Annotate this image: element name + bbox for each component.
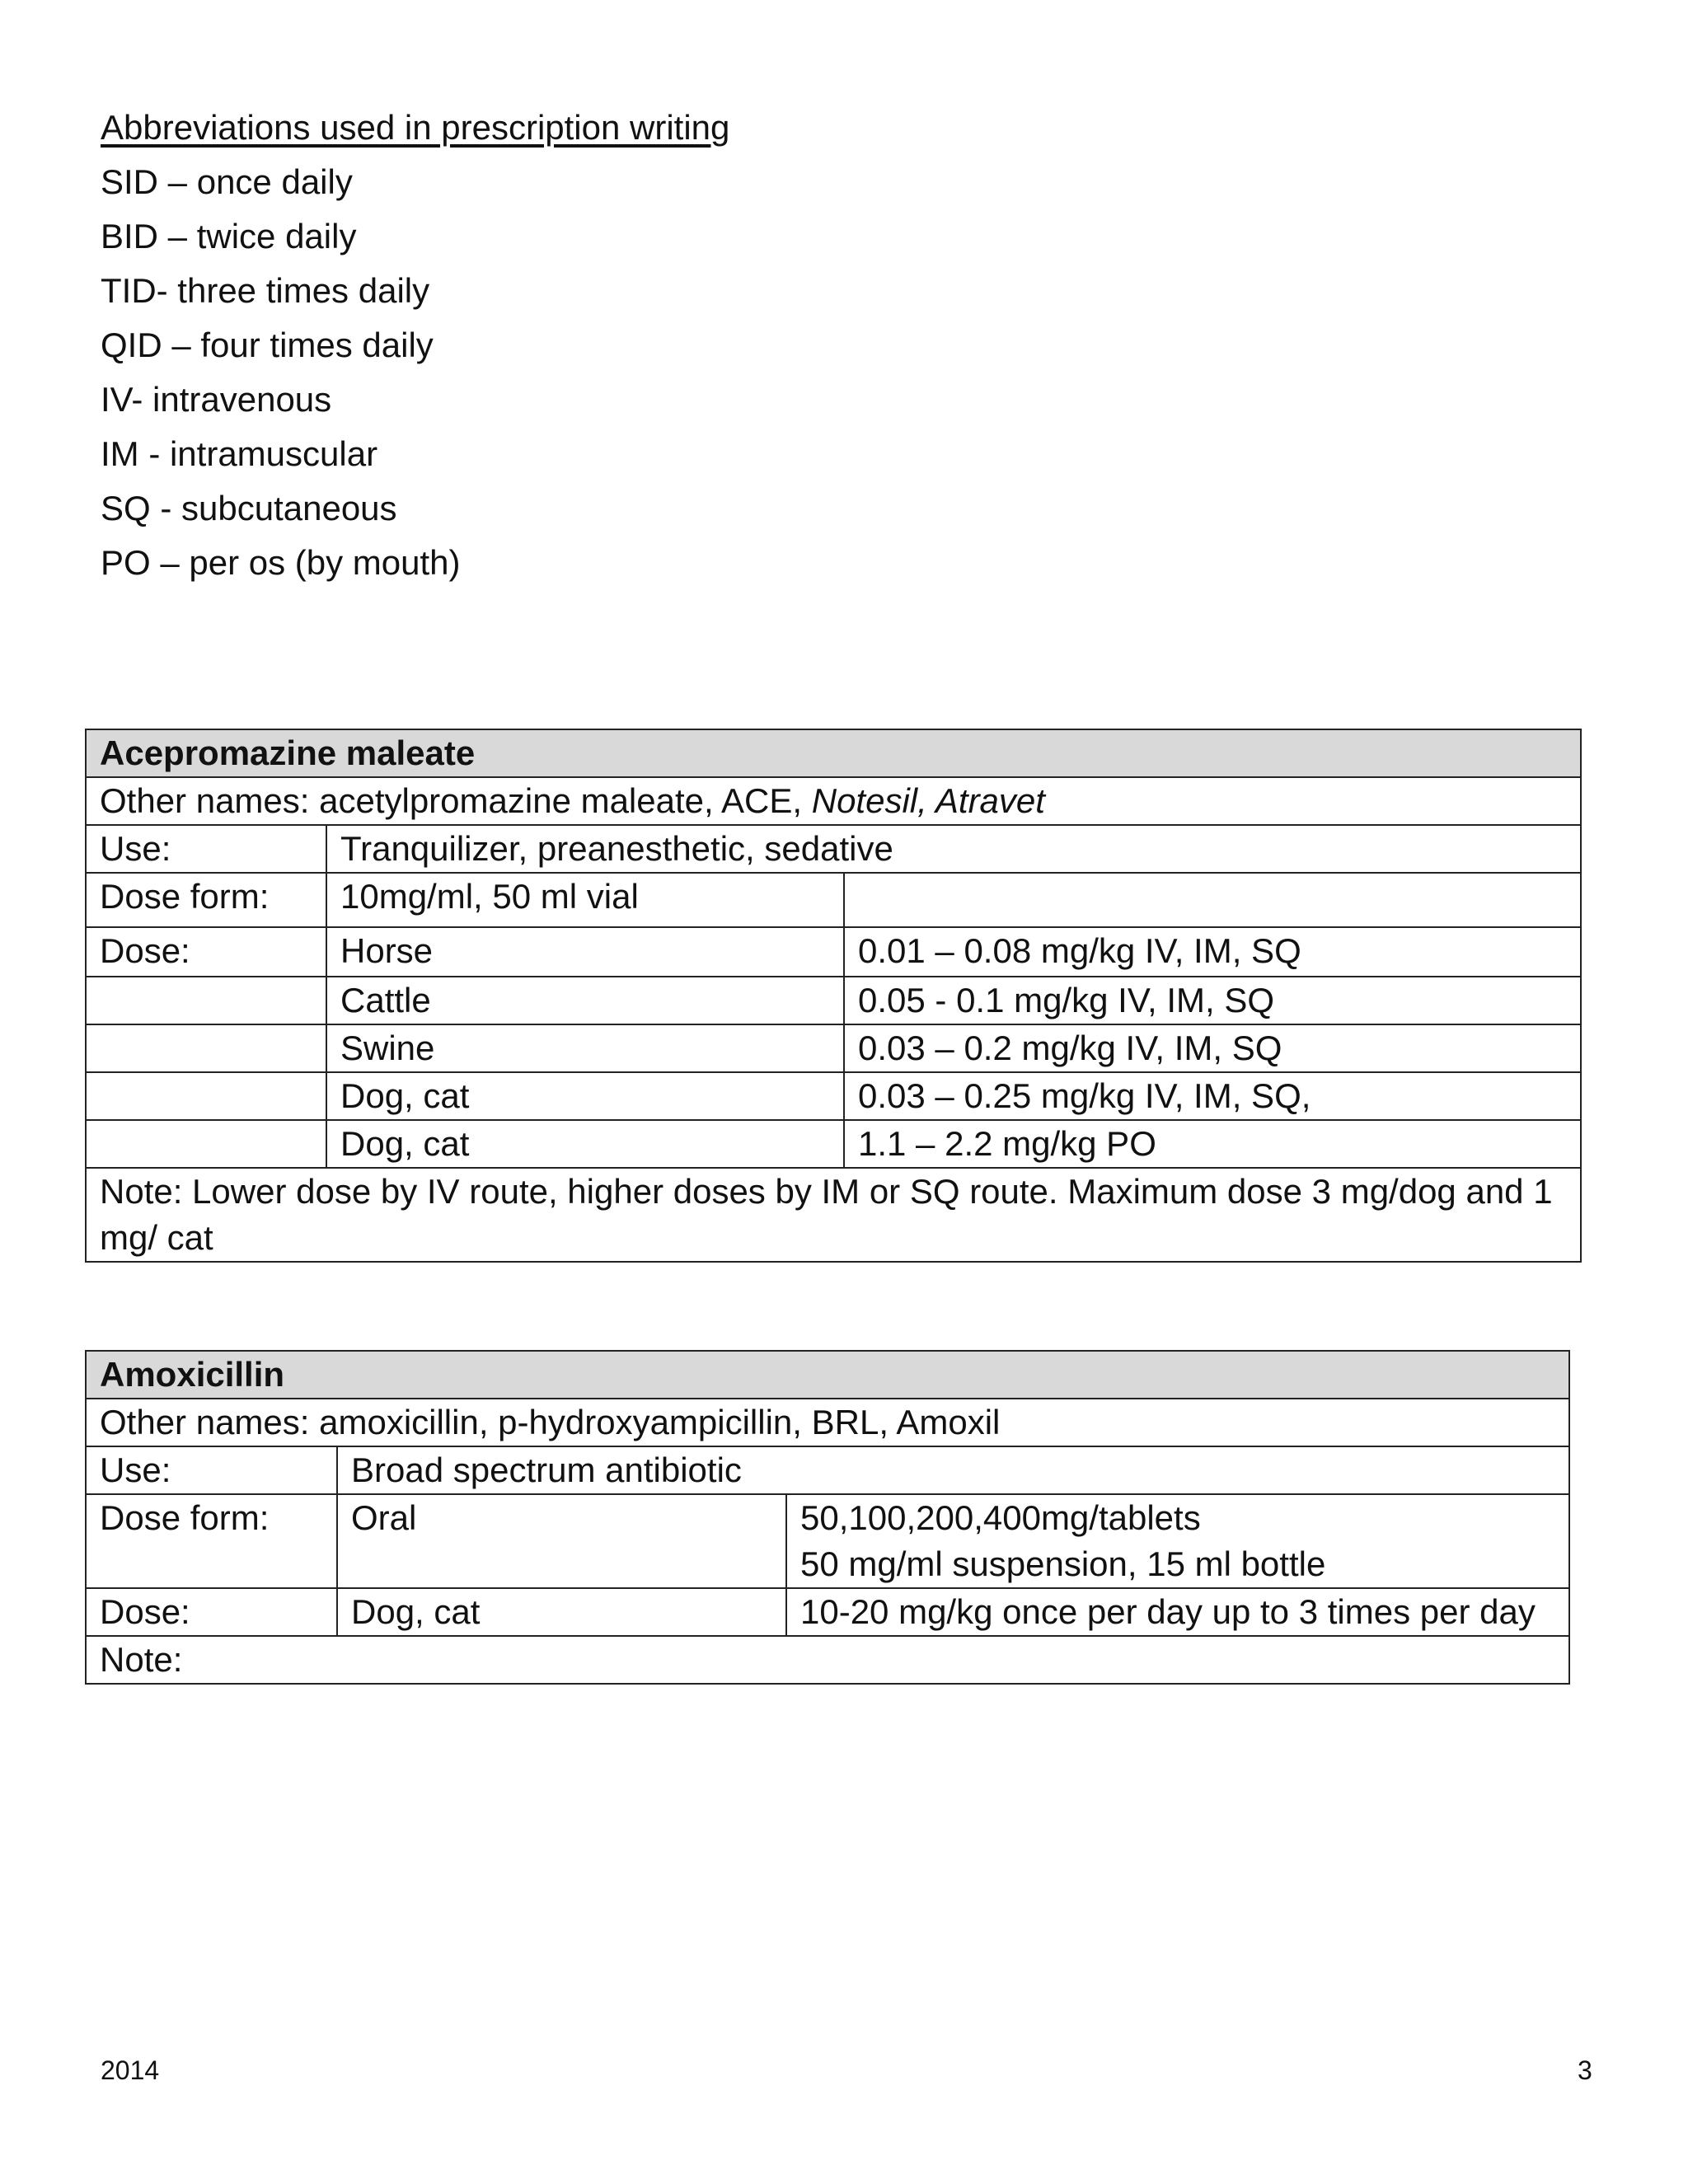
table-row (86, 825, 1581, 873)
footer-year: 2014 (101, 2055, 160, 2085)
abbreviation-item: SID – once daily (101, 162, 353, 201)
table-row (86, 1120, 1581, 1168)
dose-amount: 0.01 – 0.08 mg/kg IV, IM, SQ (844, 927, 1581, 977)
abbreviation-item: TID- three times daily (101, 271, 430, 310)
table-row (86, 729, 1581, 777)
dose-form-label: Dose form: (86, 1494, 337, 1588)
dose-species: Dog, cat (326, 1120, 844, 1168)
table-row (86, 1351, 1569, 1399)
abbreviations-section (101, 101, 729, 590)
abbreviation-item: BID – twice daily (101, 217, 357, 255)
dose-species: Dog, cat (326, 1072, 844, 1120)
empty-cell (86, 1024, 326, 1072)
table-row (86, 1399, 1569, 1446)
dose-species: Cattle (326, 977, 844, 1024)
brand-names: Notesil, Atravet (811, 781, 1045, 820)
table-row (86, 1168, 1581, 1262)
dose-form-detail-line: 50,100,200,400mg/tablets (800, 1498, 1201, 1537)
table-row (86, 977, 1581, 1024)
page-number: 3 (1578, 2055, 1592, 2085)
other-names: Other names: amoxicillin, p-hydroxyampicillin, BRL, Amoxil (86, 1399, 1569, 1446)
acepromazine-table (85, 729, 1582, 1263)
dose-form-label: Dose form: (86, 873, 326, 927)
dose-species: Swine (326, 1024, 844, 1072)
use-value: Tranquilizer, preanesthetic, sedative (326, 825, 1581, 873)
abbreviation-item: IV- intravenous (101, 380, 332, 419)
empty-cell (844, 873, 1581, 927)
table-row (86, 873, 1581, 927)
drug-name: Amoxicillin (86, 1351, 1569, 1399)
other-names-cell (86, 777, 1581, 825)
dose-form-value: Oral (337, 1494, 786, 1588)
use-label: Use: (86, 825, 326, 873)
dose-species: Dog, cat (337, 1588, 786, 1636)
dose-amount: 0.05 - 0.1 mg/kg IV, IM, SQ (844, 977, 1581, 1024)
dose-form-detail (786, 1494, 1569, 1588)
dose-label: Dose: (86, 927, 326, 977)
table-row (86, 1024, 1581, 1072)
empty-cell (86, 1120, 326, 1168)
dose-amount: 0.03 – 0.2 mg/kg IV, IM, SQ (844, 1024, 1581, 1072)
use-label: Use: (86, 1446, 337, 1494)
dose-form-detail-line: 50 mg/ml suspension, 15 ml bottle (800, 1544, 1326, 1583)
use-value: Broad spectrum antibiotic (337, 1446, 1569, 1494)
dose-amount: 10-20 mg/kg once per day up to 3 times per day (786, 1588, 1569, 1636)
empty-cell (86, 977, 326, 1024)
drug-name: Acepromazine maleate (86, 729, 1581, 777)
dose-form-value: 10mg/ml, 50 ml vial (326, 873, 844, 927)
dose-species: Horse (326, 927, 844, 977)
table-row (86, 1636, 1569, 1684)
table-row (86, 1446, 1569, 1494)
empty-cell (86, 1072, 326, 1120)
abbreviations-title: Abbreviations used in prescription writing (101, 108, 730, 147)
abbreviation-item: IM - intramuscular (101, 434, 378, 473)
table-row (86, 1588, 1569, 1636)
table-row (86, 1072, 1581, 1120)
dose-amount: 0.03 – 0.25 mg/kg IV, IM, SQ, (844, 1072, 1581, 1120)
abbreviation-item: SQ - subcutaneous (101, 489, 397, 527)
table-row (86, 777, 1581, 825)
dose-label: Dose: (86, 1588, 337, 1636)
amoxicillin-table (85, 1350, 1570, 1685)
other-names: Other names: acetylpromazine maleate, ACE, (100, 781, 812, 820)
note: Note: (86, 1636, 1569, 1684)
table-row (86, 927, 1581, 977)
dose-amount: 1.1 – 2.2 mg/kg PO (844, 1120, 1581, 1168)
abbreviation-item: QID – four times daily (101, 326, 434, 364)
note: Note: Lower dose by IV route, higher doses by IM or SQ route. Maximum dose 3 mg/dog and 1 mg/ cat (86, 1168, 1581, 1262)
table-row (86, 1494, 1569, 1588)
abbreviation-item: PO – per os (by mouth) (101, 543, 461, 582)
